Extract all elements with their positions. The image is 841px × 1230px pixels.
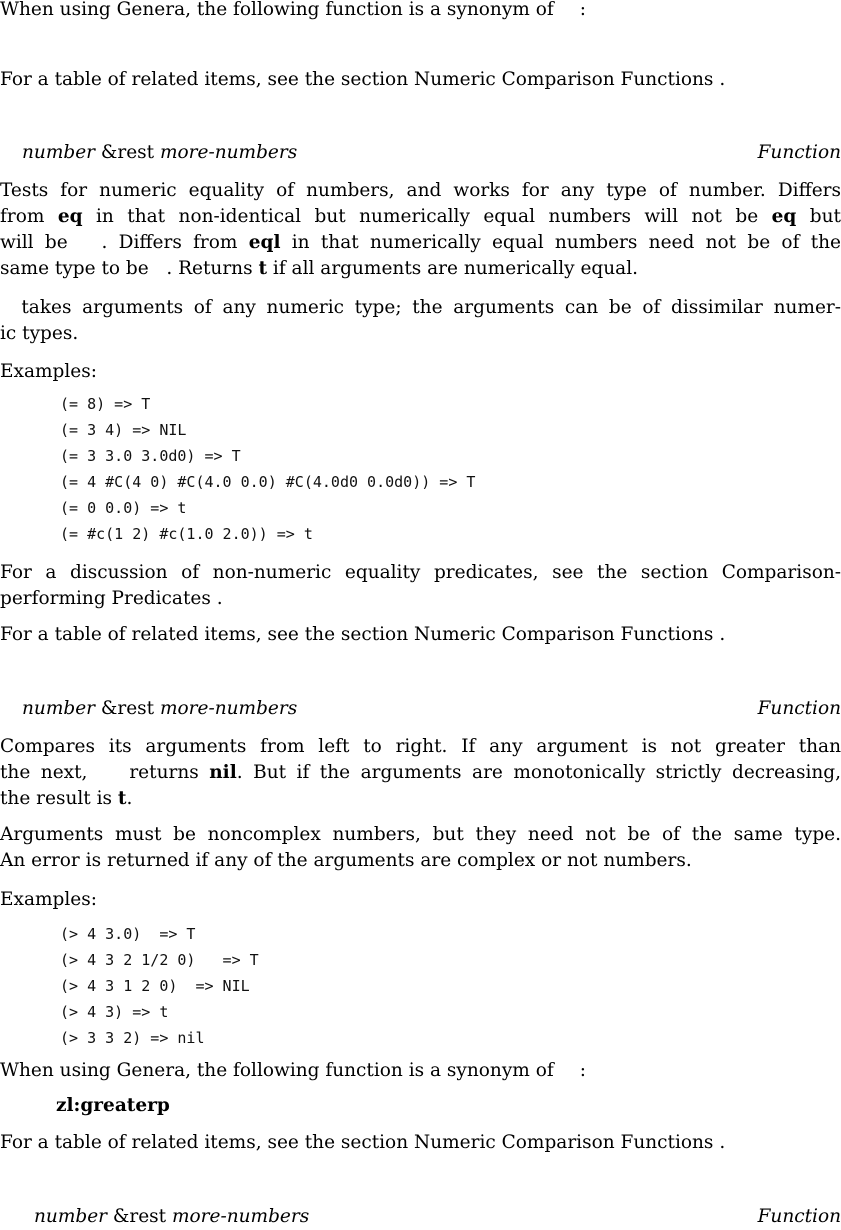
text-line: from eq in that non-identical but numerically equal numbers will not be eq but: [0, 206, 841, 227]
code-line: (> 4 3 1 2 0) => NIL: [60, 977, 250, 995]
synonym-function-name[interactable]: zl:greaterp: [56, 1095, 170, 1116]
code-line: (= 4 #C(4 0) #C(4.0 0.0) #C(4.0d0 0.0d0)) => T: [60, 473, 476, 491]
code-line: (= 8) => T: [60, 395, 151, 413]
eq-examples-code: [60, 391, 475, 547]
text-line: Compares its arguments from left to right. If any argument is not greater than: [0, 736, 841, 757]
gt-examples-code: [60, 921, 259, 1051]
gt-arguments-paragraph: Arguments must be noncomplex numbers, but they need not be of the same type. An error is returned if any of the arguments are complex or not numbers.: [0, 824, 841, 871]
eq-types-paragraph: takes arguments of any numeric type; the arguments can be of dissimilar numer- ic types.: [0, 297, 841, 344]
function-kind: Function: [757, 1206, 841, 1227]
code-line: (= 3 3.0 3.0d0) => T: [60, 447, 241, 465]
gt-description: [0, 734, 841, 812]
text-line: Tests for numeric equality of numbers, and works for any type of number. Differs: [0, 180, 841, 201]
bold-term: t: [258, 258, 268, 279]
function-signature-eq: number &rest more-numbers Function: [0, 140, 841, 166]
bold-term: eql: [248, 232, 281, 253]
bold-term: eq: [771, 206, 797, 227]
section-link[interactable]: Numeric Comparison Functions: [414, 1132, 714, 1153]
section-link[interactable]: Numeric Comparison Functions: [414, 624, 714, 645]
function-signature-next: number &rest more-numbers Function: [0, 1204, 841, 1230]
function-signature-gt: number &rest more-numbers Function: [0, 696, 841, 722]
examples-label: Examples:: [0, 889, 97, 910]
examples-label: Examples:: [0, 361, 97, 382]
code-line: (> 3 3 2) => nil: [60, 1029, 205, 1047]
eq-description: [0, 178, 841, 282]
code-line: (> 4 3 2 1/2 0) => T: [60, 951, 259, 969]
discussion-paragraph: For a discussion of non-numeric equality predicates, see the section Comparison- performing Predicates .: [0, 562, 841, 609]
code-line: (> 4 3) => t: [60, 1003, 169, 1021]
see-also-paragraph: For a table of related items, see the section Numeric Comparison Functions .: [0, 69, 726, 90]
bold-term: t: [117, 788, 127, 809]
function-kind: Function: [757, 142, 841, 163]
code-line: (= 0 0.0) => t: [60, 499, 187, 517]
bold-term: nil: [209, 762, 237, 783]
text-line: will be . Differs from eql in that numerically equal numbers need not be of the: [0, 232, 841, 253]
text-line: the next, returns nil. But if the arguments are monotonically strictly decreasing,: [0, 762, 841, 783]
see-also-paragraph: For a table of related items, see the section Numeric Comparison Functions .: [0, 624, 726, 645]
synonym-intro: When using Genera, the following function is a synonym of :: [0, 1060, 586, 1081]
text-line: same type to be . Returns t if all arguments are numerically equal.: [0, 258, 639, 279]
text-line: the result is t.: [0, 788, 133, 809]
code-line: (> 4 3.0) => T: [60, 925, 196, 943]
code-line: (= #c(1 2) #c(1.0 2.0)) => t: [60, 525, 313, 543]
code-line: (= 3 4) => NIL: [60, 421, 187, 439]
synonym-intro: When using Genera, the following function is a synonym of :: [0, 0, 586, 20]
see-also-paragraph: For a table of related items, see the section Numeric Comparison Functions .: [0, 1132, 726, 1153]
bold-term: eq: [57, 206, 83, 227]
section-link[interactable]: Numeric Comparison Functions: [414, 69, 714, 90]
function-kind: Function: [757, 698, 841, 719]
